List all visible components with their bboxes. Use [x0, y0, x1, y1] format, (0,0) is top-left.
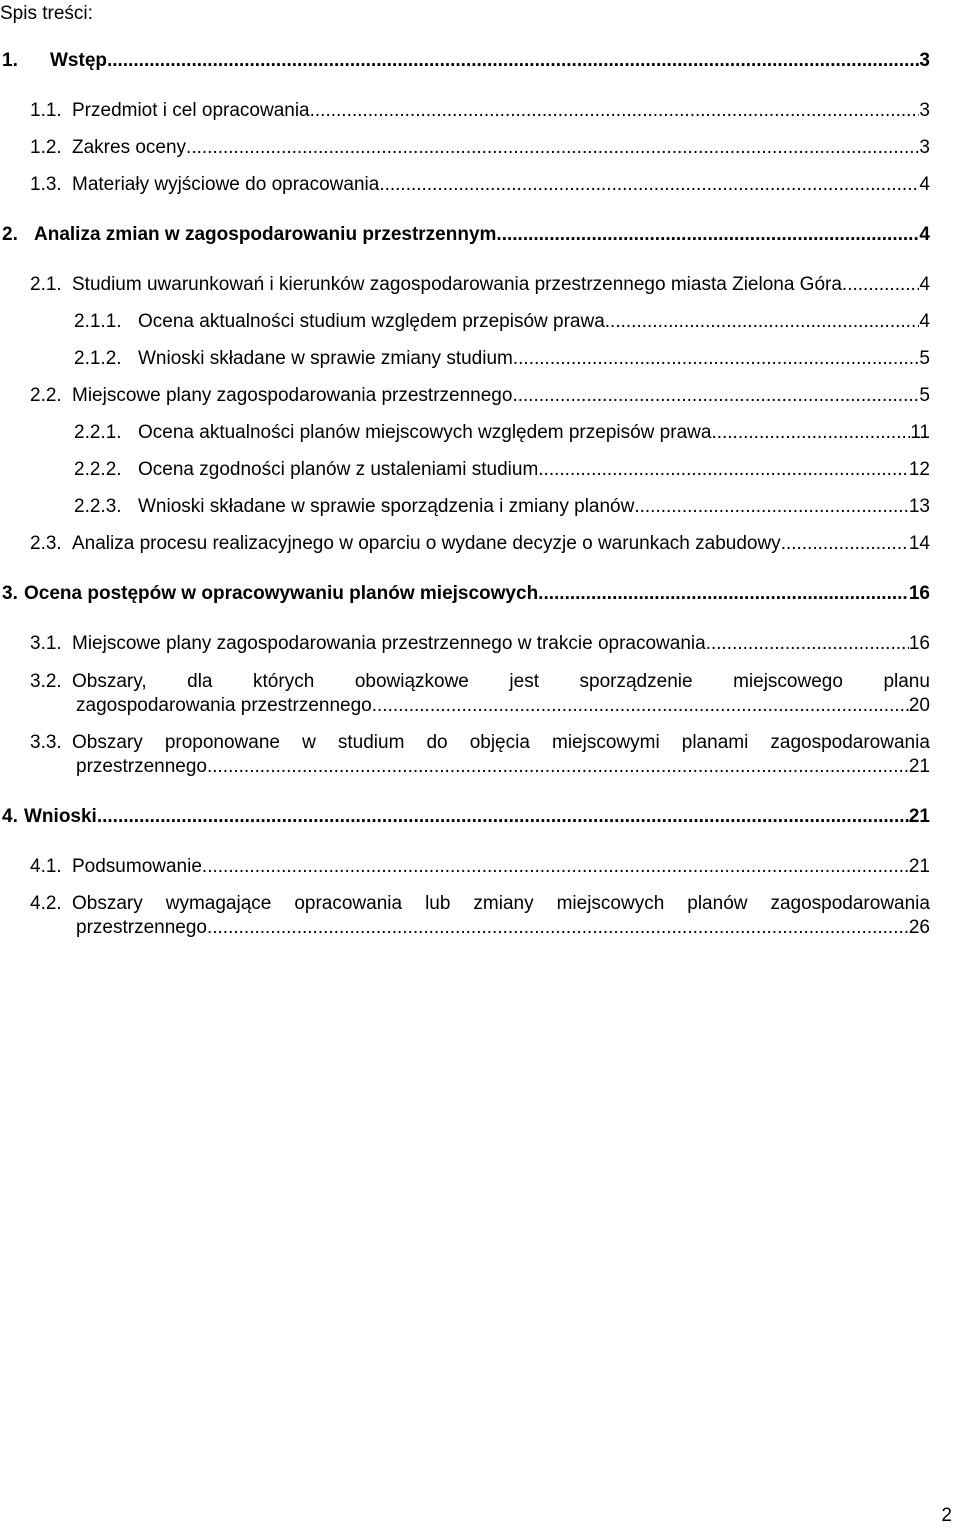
toc-entry-2-1-1[interactable] — [74, 310, 930, 334]
toc-leader-dots — [310, 99, 920, 123]
toc-entry-title: Ocena postępów w opracowywaniu planów miejscowych — [24, 583, 539, 604]
toc-entry-page: 4 — [919, 274, 930, 295]
toc-entry-title: Wnioski — [24, 806, 97, 827]
toc-entry-3-2[interactable] — [30, 670, 930, 720]
toc-entry-title: Analiza procesu realizacyjnego w oparciu o wydane decyzje o warunkach zabudowy — [72, 533, 781, 554]
toc-entry-page: 11 — [910, 422, 930, 443]
toc-entry-2[interactable] — [2, 223, 930, 247]
toc-entry-number: 1.2. — [30, 137, 62, 158]
toc-entry-number: 2.1.1. — [74, 311, 122, 332]
toc-entry-number: 2.2.3. — [74, 496, 122, 517]
toc-entry-page: 14 — [908, 533, 930, 554]
toc-leader-dots — [496, 223, 919, 247]
toc-entry-page: 4 — [919, 174, 930, 195]
toc-entry-3-3[interactable] — [30, 731, 930, 781]
toc-entry-title: Miejscowe plany zagospodarowania przestrzennego — [72, 385, 513, 406]
toc-entry-title: Podsumowanie — [72, 856, 202, 877]
toc-leader-dots — [202, 855, 909, 879]
toc-entry-4-2[interactable] — [30, 892, 930, 942]
toc-entry-page: 5 — [919, 348, 930, 369]
toc-entry-2-2-1[interactable] — [74, 421, 930, 445]
toc-leader-dots — [107, 49, 919, 73]
toc-leader-dots — [538, 582, 909, 606]
toc-leader-dots — [842, 273, 920, 297]
toc-entry-4-1[interactable] — [30, 855, 930, 879]
toc-entry-number: 3.3. — [30, 732, 62, 753]
toc-entry-title: Przedmiot i cel opracowania — [72, 100, 310, 121]
toc-entry-number: 4. — [2, 806, 18, 827]
toc-entry-number: 1. — [2, 50, 18, 71]
toc-entry-title-line1: Obszary proponowane w studium do objęcia miejscowymi planami zagospodarowania — [72, 732, 930, 753]
toc-entry-number: 1.3. — [30, 174, 62, 195]
toc-entry-number: 2.1.2. — [74, 348, 122, 369]
toc-entry-title-line1: Obszary wymagające opracowania lub zmiany miejscowych planów zagospodarowania — [72, 893, 930, 914]
toc-entry-4[interactable] — [2, 805, 930, 829]
toc-entry-title: Ocena zgodności planów z ustaleniami studium — [138, 459, 539, 480]
toc-leader-dots — [634, 495, 909, 519]
toc-leader-dots — [605, 310, 920, 334]
toc-entry-2-1[interactable] — [30, 273, 930, 297]
toc-entry-number: 2.2.1. — [74, 422, 122, 443]
toc-leader-dots — [379, 173, 919, 197]
toc-entry-number: 3.1. — [30, 633, 62, 654]
toc-entry-2-2-2[interactable] — [74, 458, 930, 482]
toc-leader-dots — [781, 532, 909, 556]
toc-entry-page: 16 — [908, 583, 930, 604]
toc-leader-dots — [97, 805, 909, 829]
toc-entry-2-1-2[interactable] — [74, 347, 930, 371]
toc-entry-number: 4.2. — [30, 893, 62, 914]
toc-leader-dots — [207, 916, 909, 940]
toc-entry-page: 4 — [919, 224, 930, 245]
toc-entry-number: 2.2. — [30, 385, 62, 406]
toc-entry-number: 2. — [2, 224, 18, 245]
toc-entry-page: 4 — [919, 311, 930, 332]
toc-entry-page: 26 — [908, 917, 930, 938]
toc-entry-page: 21 — [908, 756, 930, 777]
toc-entry-number: 1.1. — [30, 100, 62, 121]
toc-entry-page: 12 — [908, 459, 930, 480]
toc-heading: Spis treści: — [0, 3, 93, 24]
toc-entry-2-2-3[interactable] — [74, 495, 930, 519]
toc-entry-title: Wnioski składane w sprawie zmiany studium — [138, 348, 513, 369]
toc-entry-page: 13 — [908, 496, 930, 517]
toc-entry-1-2[interactable] — [30, 136, 930, 160]
toc-entry-1-3[interactable] — [30, 173, 930, 197]
toc-entry-title: Wnioski składane w sprawie sporządzenia i zmiany planów — [138, 496, 635, 517]
toc-entry-title: przestrzennego — [76, 756, 207, 777]
toc-entry-title: Ocena aktualności planów miejscowych względem przepisów prawa — [138, 422, 712, 443]
toc-entry-page: 5 — [919, 385, 930, 406]
toc-entry-title: Analiza zmian w zagospodarowaniu przestrzennym — [34, 224, 497, 245]
toc-entry-page: 3 — [919, 137, 930, 158]
toc-entry-number: 3.2. — [30, 671, 62, 692]
toc-entry-title: Ocena aktualności studium względem przepisów prawa — [138, 311, 605, 332]
toc-entry-title: Studium uwarunkowań i kierunków zagospodarowania przestrzennego miasta Zielona Góra — [72, 274, 842, 295]
toc-entry-page: 21 — [908, 856, 930, 877]
toc-entry-page: 3 — [919, 50, 930, 71]
toc-entry-page: 20 — [908, 695, 930, 716]
toc-leader-dots — [512, 384, 919, 408]
toc-entry-page: 21 — [908, 806, 930, 827]
toc-entry-title: zagospodarowania przestrzennego — [76, 695, 372, 716]
toc-entry-number: 4.1. — [30, 856, 62, 877]
toc-entry-title-line1: Obszary, dla których obowiązkowe jest sporządzenie miejscowego planu — [72, 671, 930, 692]
toc-entry-1[interactable] — [2, 49, 930, 73]
toc-entry-number: 2.3. — [30, 533, 62, 554]
toc-leader-dots — [207, 755, 909, 779]
toc-entry-2-2[interactable] — [30, 384, 930, 408]
toc-entry-title: przestrzennego — [76, 917, 207, 938]
toc-entry-title: Wstęp — [50, 50, 107, 71]
toc-entry-2-3[interactable] — [30, 532, 930, 556]
toc-entry-page: 3 — [919, 100, 930, 121]
toc-entry-page: 16 — [908, 633, 930, 654]
toc-entry-title: Materiały wyjściowe do opracowania — [72, 174, 380, 195]
toc-entry-number: 3. — [2, 583, 18, 604]
toc-entry-number: 2.1. — [30, 274, 62, 295]
toc-leader-dots — [372, 694, 909, 718]
toc-entry-3-1[interactable] — [30, 632, 930, 656]
toc-entry-3[interactable] — [2, 582, 930, 606]
page-number: 2 — [941, 1505, 952, 1526]
toc-entry-title: Zakres oceny — [72, 137, 187, 158]
toc-entry-number: 2.2.2. — [74, 459, 122, 480]
toc-entry-title: Miejscowe plany zagospodarowania przestrzennego w trakcie opracowania — [72, 633, 706, 654]
toc-leader-dots — [538, 458, 909, 482]
toc-leader-dots — [186, 136, 919, 160]
toc-leader-dots — [711, 421, 910, 445]
toc-entry-1-1[interactable] — [30, 99, 930, 123]
toc-leader-dots — [513, 347, 920, 371]
toc-leader-dots — [706, 632, 909, 656]
